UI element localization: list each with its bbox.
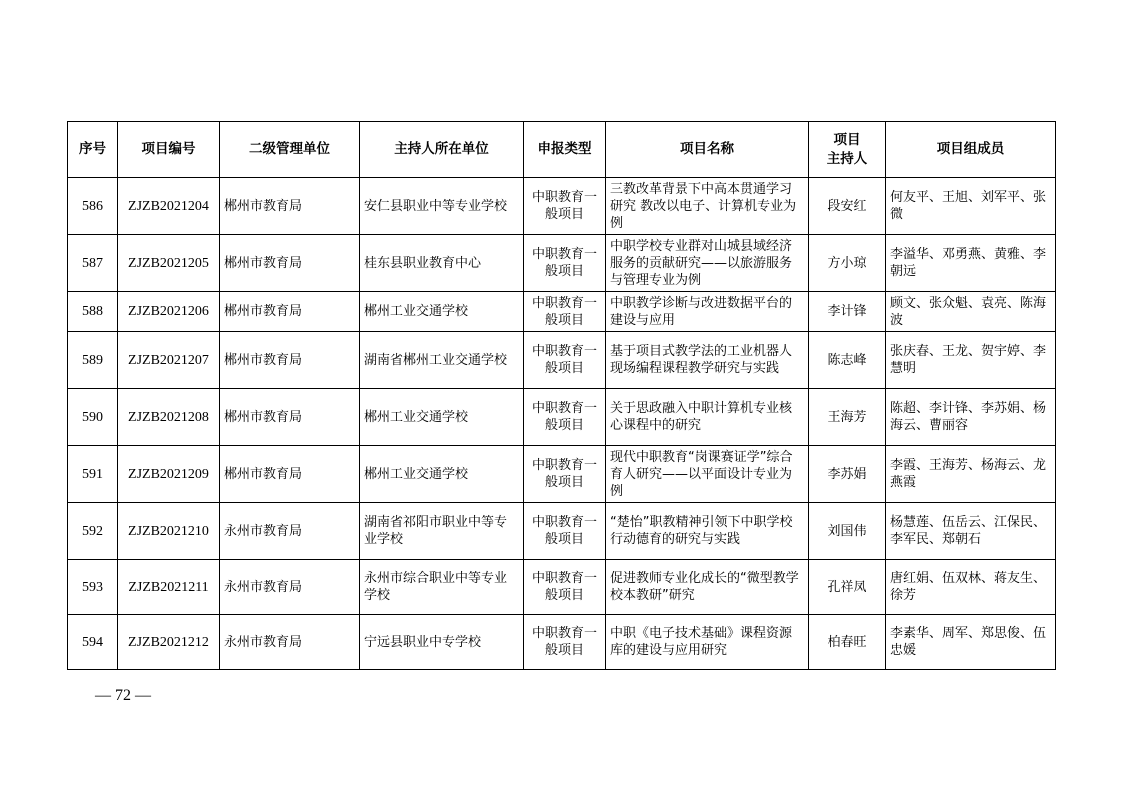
cell-type: 中职教育一般项目 <box>524 446 606 503</box>
header-type: 申报类型 <box>524 122 606 178</box>
cell-code: ZJZB2021206 <box>118 292 220 332</box>
cell-host-unit: 永州市综合职业中等专业学校 <box>360 560 524 615</box>
cell-name: 三教改革背景下中高本贯通学习研究 教改以电子、计算机专业为例 <box>606 178 809 235</box>
cell-members: 李素华、周军、郑思俊、伍忠媛 <box>886 615 1056 670</box>
cell-code: ZJZB2021208 <box>118 389 220 446</box>
cell-host: 方小琼 <box>809 235 886 292</box>
cell-host-unit: 桂东县职业教育中心 <box>360 235 524 292</box>
header-name: 项目名称 <box>606 122 809 178</box>
cell-unit: 永州市教育局 <box>220 615 360 670</box>
cell-code: ZJZB2021212 <box>118 615 220 670</box>
cell-code: ZJZB2021211 <box>118 560 220 615</box>
cell-type: 中职教育一般项目 <box>524 178 606 235</box>
cell-members: 何友平、王旭、刘军平、张微 <box>886 178 1056 235</box>
cell-code: ZJZB2021204 <box>118 178 220 235</box>
header-host-unit: 主持人所在单位 <box>360 122 524 178</box>
table-row <box>68 292 1056 332</box>
cell-unit: 郴州市教育局 <box>220 178 360 235</box>
cell-seq: 586 <box>68 178 118 235</box>
table-row <box>68 503 1056 560</box>
cell-host: 李苏娟 <box>809 446 886 503</box>
cell-type: 中职教育一般项目 <box>524 389 606 446</box>
cell-host-unit: 宁远县职业中专学校 <box>360 615 524 670</box>
cell-seq: 594 <box>68 615 118 670</box>
header-host-line1: 项目 <box>833 131 861 148</box>
table-row <box>68 446 1056 503</box>
cell-members: 陈超、李计锋、李苏娟、杨海云、曹丽容 <box>886 389 1056 446</box>
cell-host-unit: 湖南省郴州工业交通学校 <box>360 332 524 389</box>
cell-name: 现代中职教育“岗课赛证学”综合育人研究——以平面设计专业为例 <box>606 446 809 503</box>
cell-unit: 永州市教育局 <box>220 503 360 560</box>
table-row <box>68 235 1056 292</box>
cell-name: 促进教师专业化成长的“微型教学校本教研”研究 <box>606 560 809 615</box>
cell-members: 李霞、王海芳、杨海云、龙燕霞 <box>886 446 1056 503</box>
cell-code: ZJZB2021210 <box>118 503 220 560</box>
header-code: 项目编号 <box>118 122 220 178</box>
cell-code: ZJZB2021205 <box>118 235 220 292</box>
cell-host: 刘国伟 <box>809 503 886 560</box>
header-unit: 二级管理单位 <box>220 122 360 178</box>
cell-host-unit: 郴州工业交通学校 <box>360 389 524 446</box>
cell-host: 王海芳 <box>809 389 886 446</box>
cell-members: 唐红娟、伍双林、蒋友生、徐芳 <box>886 560 1056 615</box>
cell-code: ZJZB2021207 <box>118 332 220 389</box>
cell-host: 李计锋 <box>809 292 886 332</box>
cell-type: 中职教育一般项目 <box>524 503 606 560</box>
cell-host-unit: 郴州工业交通学校 <box>360 446 524 503</box>
cell-unit: 郴州市教育局 <box>220 446 360 503</box>
cell-host: 孔祥凤 <box>809 560 886 615</box>
cell-seq: 592 <box>68 503 118 560</box>
cell-seq: 587 <box>68 235 118 292</box>
table-row <box>68 560 1056 615</box>
header-host <box>809 122 886 178</box>
cell-name: 基于项目式教学法的工业机器人现场编程课程教学研究与实践 <box>606 332 809 389</box>
header-seq: 序号 <box>68 122 118 178</box>
cell-name: 中职学校专业群对山城县域经济服务的贡献研究——以旅游服务与管理专业为例 <box>606 235 809 292</box>
cell-seq: 588 <box>68 292 118 332</box>
cell-type: 中职教育一般项目 <box>524 332 606 389</box>
cell-host: 段安红 <box>809 178 886 235</box>
table-row <box>68 389 1056 446</box>
cell-type: 中职教育一般项目 <box>524 615 606 670</box>
page-number: — 72 — <box>95 687 151 704</box>
cell-unit: 郴州市教育局 <box>220 332 360 389</box>
cell-type: 中职教育一般项目 <box>524 292 606 332</box>
table-header-row <box>68 122 1056 178</box>
cell-unit: 永州市教育局 <box>220 560 360 615</box>
cell-seq: 593 <box>68 560 118 615</box>
table-row <box>68 615 1056 670</box>
cell-unit: 郴州市教育局 <box>220 292 360 332</box>
project-table <box>67 121 1056 670</box>
cell-members: 李溢华、邓勇燕、黄雅、李朝远 <box>886 235 1056 292</box>
cell-type: 中职教育一般项目 <box>524 235 606 292</box>
cell-name: 中职教学诊断与改进数据平台的建设与应用 <box>606 292 809 332</box>
table-row <box>68 332 1056 389</box>
cell-name: 中职《电子技术基础》课程资源库的建设与应用研究 <box>606 615 809 670</box>
cell-unit: 郴州市教育局 <box>220 235 360 292</box>
cell-name: “楚怡”职教精神引领下中职学校行动德育的研究与实践 <box>606 503 809 560</box>
cell-members: 顾文、张众魁、袁亮、陈海波 <box>886 292 1056 332</box>
cell-host-unit: 安仁县职业中等专业学校 <box>360 178 524 235</box>
cell-members: 张庆春、王龙、贺宇婷、李慧明 <box>886 332 1056 389</box>
cell-unit: 郴州市教育局 <box>220 389 360 446</box>
header-members: 项目组成员 <box>886 122 1056 178</box>
cell-host: 柏春旺 <box>809 615 886 670</box>
cell-name: 关于思政融入中职计算机专业核心课程中的研究 <box>606 389 809 446</box>
cell-host-unit: 湖南省祁阳市职业中等专业学校 <box>360 503 524 560</box>
cell-seq: 590 <box>68 389 118 446</box>
cell-type: 中职教育一般项目 <box>524 560 606 615</box>
cell-seq: 589 <box>68 332 118 389</box>
header-host-line2: 主持人 <box>826 150 868 167</box>
cell-host-unit: 郴州工业交通学校 <box>360 292 524 332</box>
cell-code: ZJZB2021209 <box>118 446 220 503</box>
cell-members: 杨慧莲、伍岳云、江保民、李军民、郑朝石 <box>886 503 1056 560</box>
table-row <box>68 178 1056 235</box>
cell-seq: 591 <box>68 446 118 503</box>
cell-host: 陈志峰 <box>809 332 886 389</box>
table-body <box>68 178 1056 670</box>
